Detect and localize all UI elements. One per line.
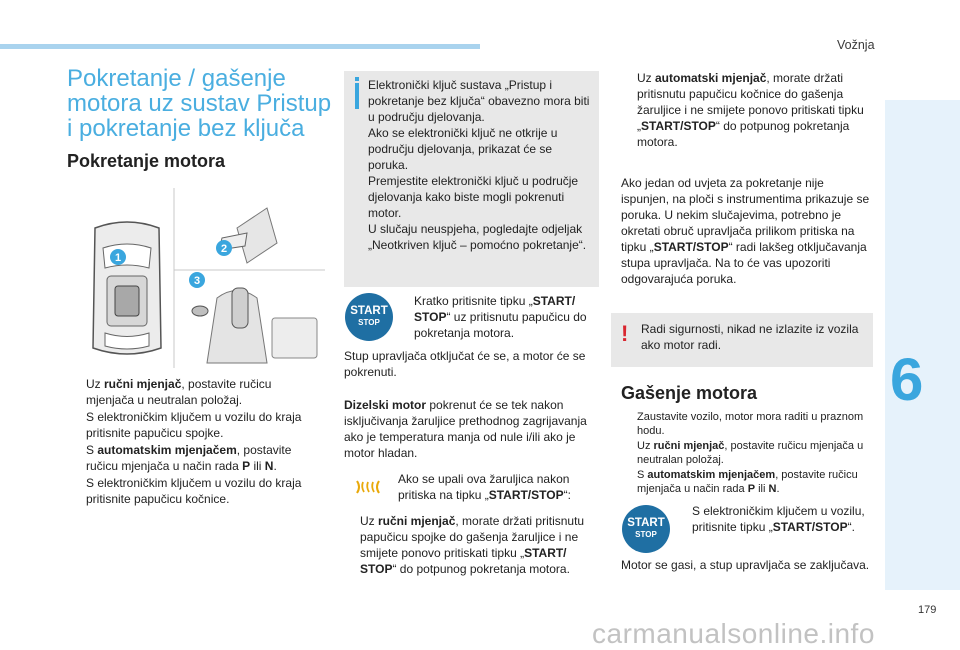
list-item: S automatskim mjenjačem, postavite ručicu mjenjača u način rada P ili N. (637, 469, 858, 495)
info-icon (355, 83, 359, 109)
conditions-text: Ako jedan od uvjeta za pokretanje nije ispunjen, na ploči s instrumentima prikazuje se poruka. U nekim slučajevima, potrebno je okretati obruč upravljača prilikom pritiska na tipku „START/STOP“ radi lakšeg otključavanja stupa upravljača. Na to će vas upozoriti odgovarajuća poruka. (621, 176, 870, 286)
info-text: Elektronički ključ sustava „Pristup i pokretanje bez ključa“ obavezno mora biti u području djelovanja. Ako se elektronički ključ ne otkrije u području djelovanja, prikazat će se poruka. Premjestite elektronički ključ u područje djelovanja kako biste mogli pokrenuti motor. U slučaju neuspjeha, pogledajte odjeljak „Neotkriven ključ – pomoćno pokretanje“. (368, 78, 590, 252)
list-item: Zaustavite vozilo, motor mora raditi u praznom hodu. (637, 411, 864, 437)
diesel-text: Dizelski motor pokrenut će se tek nakon isključivanja žaruljice prethodnog zagrijavanja ako je temperatura manja od nule i/ili ako je motor hladan. (344, 398, 587, 460)
warning-icon: ! (621, 321, 629, 346)
list-item: Uz ručni mjenjač, postavite ručicu mjenjača u neutralan položaj. (86, 377, 272, 407)
glow-text: Ako se upali ova žaruljica nakon pritiska na tipku „START/STOP“: (398, 472, 571, 502)
list-item: Kratko pritisnite tipku „START/ STOP“ uz pritisnutu papučicu do pokretanja motora. (414, 294, 587, 340)
chapter-number: 6 (890, 346, 924, 413)
page-number: 179 (918, 604, 937, 616)
start-bullet-list (70, 376, 306, 508)
watermark: carmanualsonline.info (592, 618, 875, 649)
callout-1-label: 1 (114, 252, 122, 264)
page-title: Pokretanje / gašenje motora uz sustav Pristup i pokretanje bez ključa (67, 65, 332, 142)
gear-selector-illustration (192, 288, 317, 363)
engine-off-text: Motor se gasi, a stup upravljača se zaključava. (621, 558, 870, 572)
press-start-text (398, 293, 598, 342)
car-illustration (67, 188, 325, 368)
start-stop-icon: START STOP (345, 293, 393, 341)
warning-text: Radi sigurnosti, nikad ne izlazite iz vozila ako motor radi. (641, 322, 859, 352)
list-item: S automatskim mjenjačem, postavite ručicu mjenjača u način rada P ili N. (86, 443, 292, 473)
start-stop-icon: START STOP (622, 505, 670, 553)
info-box (344, 71, 599, 287)
manual-start-text (344, 513, 600, 578)
list-item: S elektroničkim ključem u vozilu do kraja pritisnite papučicu spojke. (86, 410, 302, 440)
list-item: Uz ručni mjenjač, morate držati pritisnutu papučicu spojke do gašenja žaruljice i ne smijete ponovo pritiskati tipku „START/ STOP“ do potpunog pokretanja motora. (360, 514, 585, 576)
stop-bullet-list (621, 410, 876, 497)
stop-press-text (676, 503, 874, 536)
warning-box (611, 313, 873, 367)
start-heading: Pokretanje motora (67, 151, 226, 171)
stop-heading: Gašenje motora (621, 383, 758, 403)
car-top-view (93, 222, 161, 354)
callout-3-label: 3 (193, 275, 201, 287)
header-accent-bar (0, 44, 480, 49)
auto-start-text (621, 70, 871, 151)
section-label: Vožnja (837, 38, 875, 52)
callout-2-label: 2 (220, 243, 228, 255)
list-item: S elektroničkim ključem u vozilu do kraja pritisnite papučicu kočnice. (86, 476, 302, 506)
list-item: Uz automatski mjenjač, morate držati pritisnutu papučicu kočnice do gašenja žaruljice i ne smijete ponovo pritiskati tipku „START/STOP“ do potpunog pokretanja motora. (637, 71, 864, 149)
steering-unlock-text: Stup upravljača otključat će se, a motor će se pokrenuti. (344, 349, 586, 379)
list-item: S elektroničkim ključem u vozilu, pritisnite tipku „START/STOP“. (692, 504, 865, 534)
list-item: Uz ručni mjenjač, postavite ručicu mjenjača u neutralan položaj. (637, 440, 864, 466)
glow-plug-icon (354, 478, 382, 496)
